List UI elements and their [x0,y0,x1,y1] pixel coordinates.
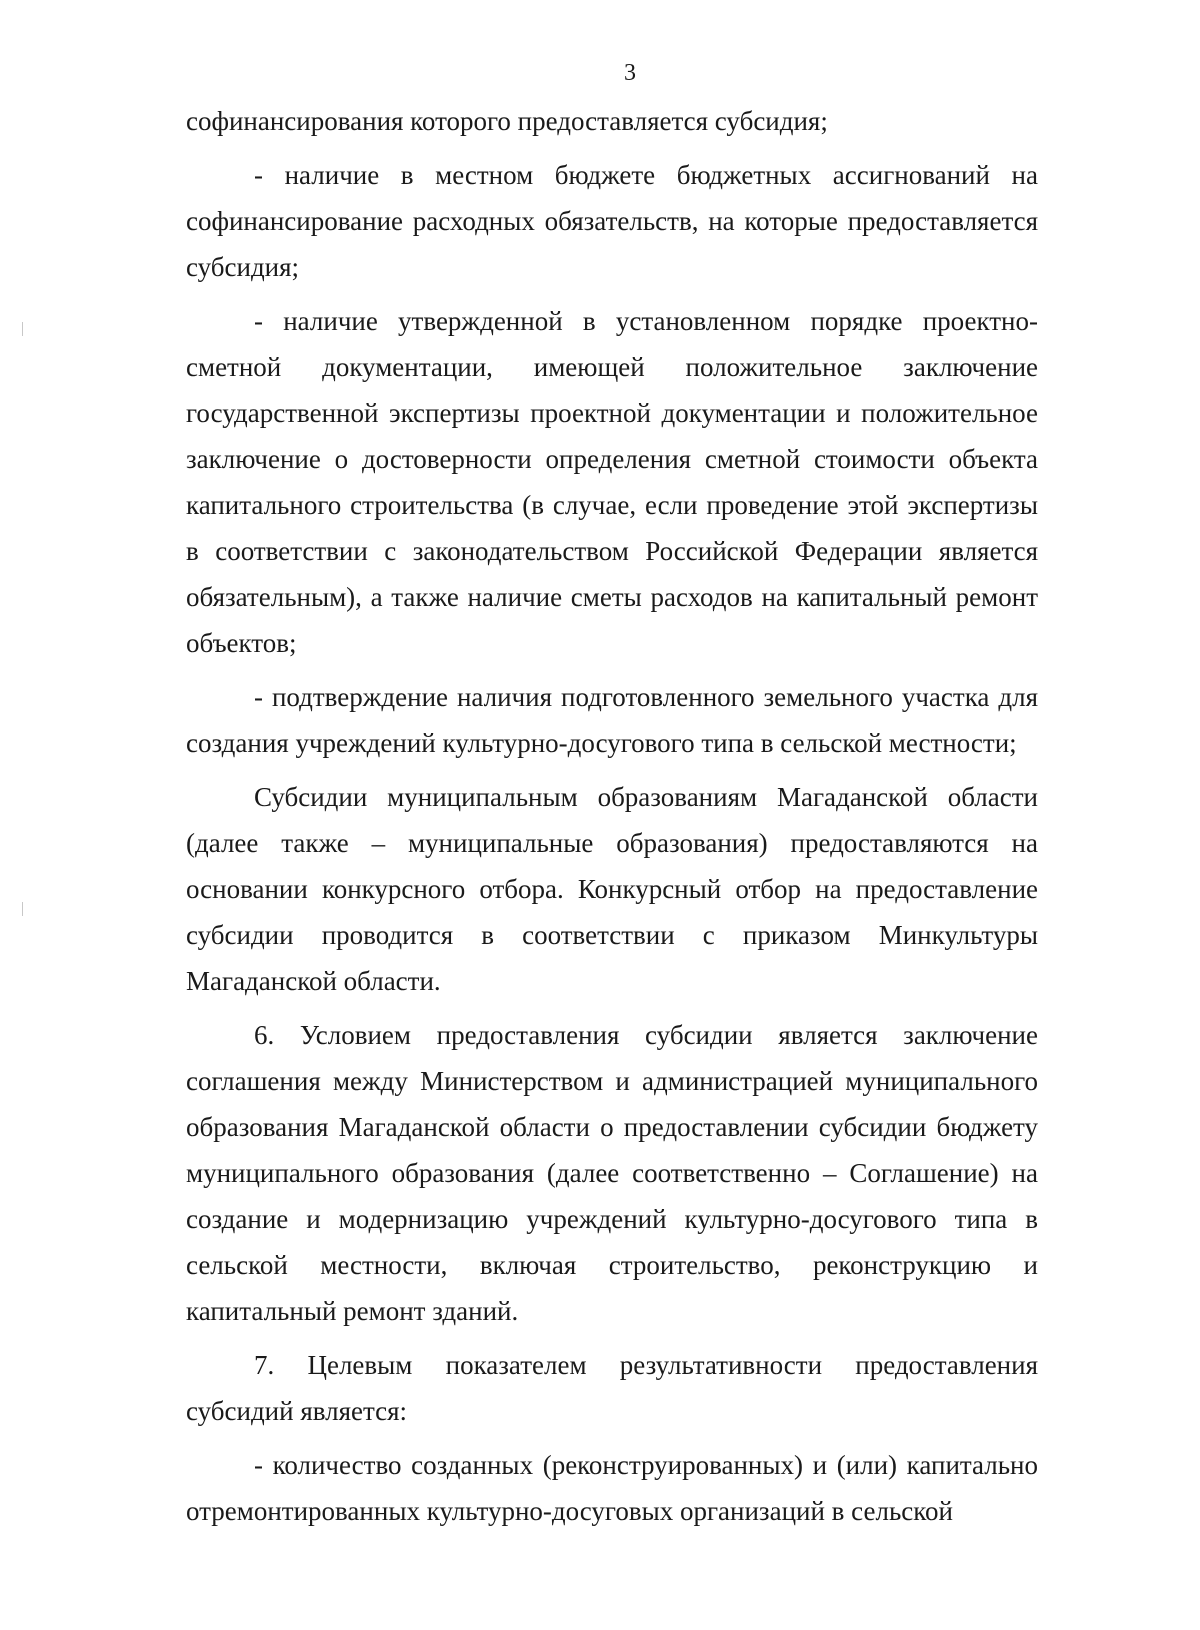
list-item-organizations-count: - количество созданных (реконструированных) и (или) капитально отремонтированных культурно-досуговых организаций в сельской [186,1450,1038,1526]
scan-edge-mark [22,322,23,336]
document-body [186,98,1038,1542]
paragraph-item-7: 7. Целевым показателем результативности предоставления субсидий является: [186,1350,1038,1426]
paragraph-item-6: 6. Условием предоставления субсидии является заключение соглашения между Министерством и администрацией муниципального образования Магаданской области о предоставлении субсидии бюджету муниципального образования (далее соответственно – Соглашение) на создание и модернизацию учреждений культурно-досугового типа в сельской местности, включая строительство, реконструкцию и капитальный ремонт зданий. [186,1020,1038,1326]
scan-edge-mark [22,902,23,916]
list-item-land-plot: - подтверждение наличия подготовленного земельного участка для создания учреждений культурно-досугового типа в сельской местности; [186,682,1038,758]
paragraph-subsidies-selection: Субсидии муниципальным образованиям Магаданской области (далее также – муниципальные образования) предоставляются на основании конкурсного отбора. Конкурсный отбор на предоставление субсидии проводится в соответствии с приказом Минкультуры Магаданской области. [186,782,1038,996]
list-item-project-documentation: - наличие утвержденной в установленном порядке проектно-сметной документации, имеющей положительное заключение государственной экспертизы проектной документации и положительное заключение о достоверности определения сметной стоимости объекта капитального строительства (в случае, если проведение этой экспертизы в соответствии с законодательством Российской Федерации является обязательным), а также наличие сметы расходов на капитальный ремонт объектов; [186,306,1038,658]
list-item-budget-allocations: - наличие в местном бюджете бюджетных ассигнований на софинансирование расходных обязательств, на которые предоставляется субсидия; [186,160,1038,282]
page-number: 3 [624,60,636,86]
paragraph-continuation: софинансирования которого предоставляется субсидия; [186,106,828,136]
